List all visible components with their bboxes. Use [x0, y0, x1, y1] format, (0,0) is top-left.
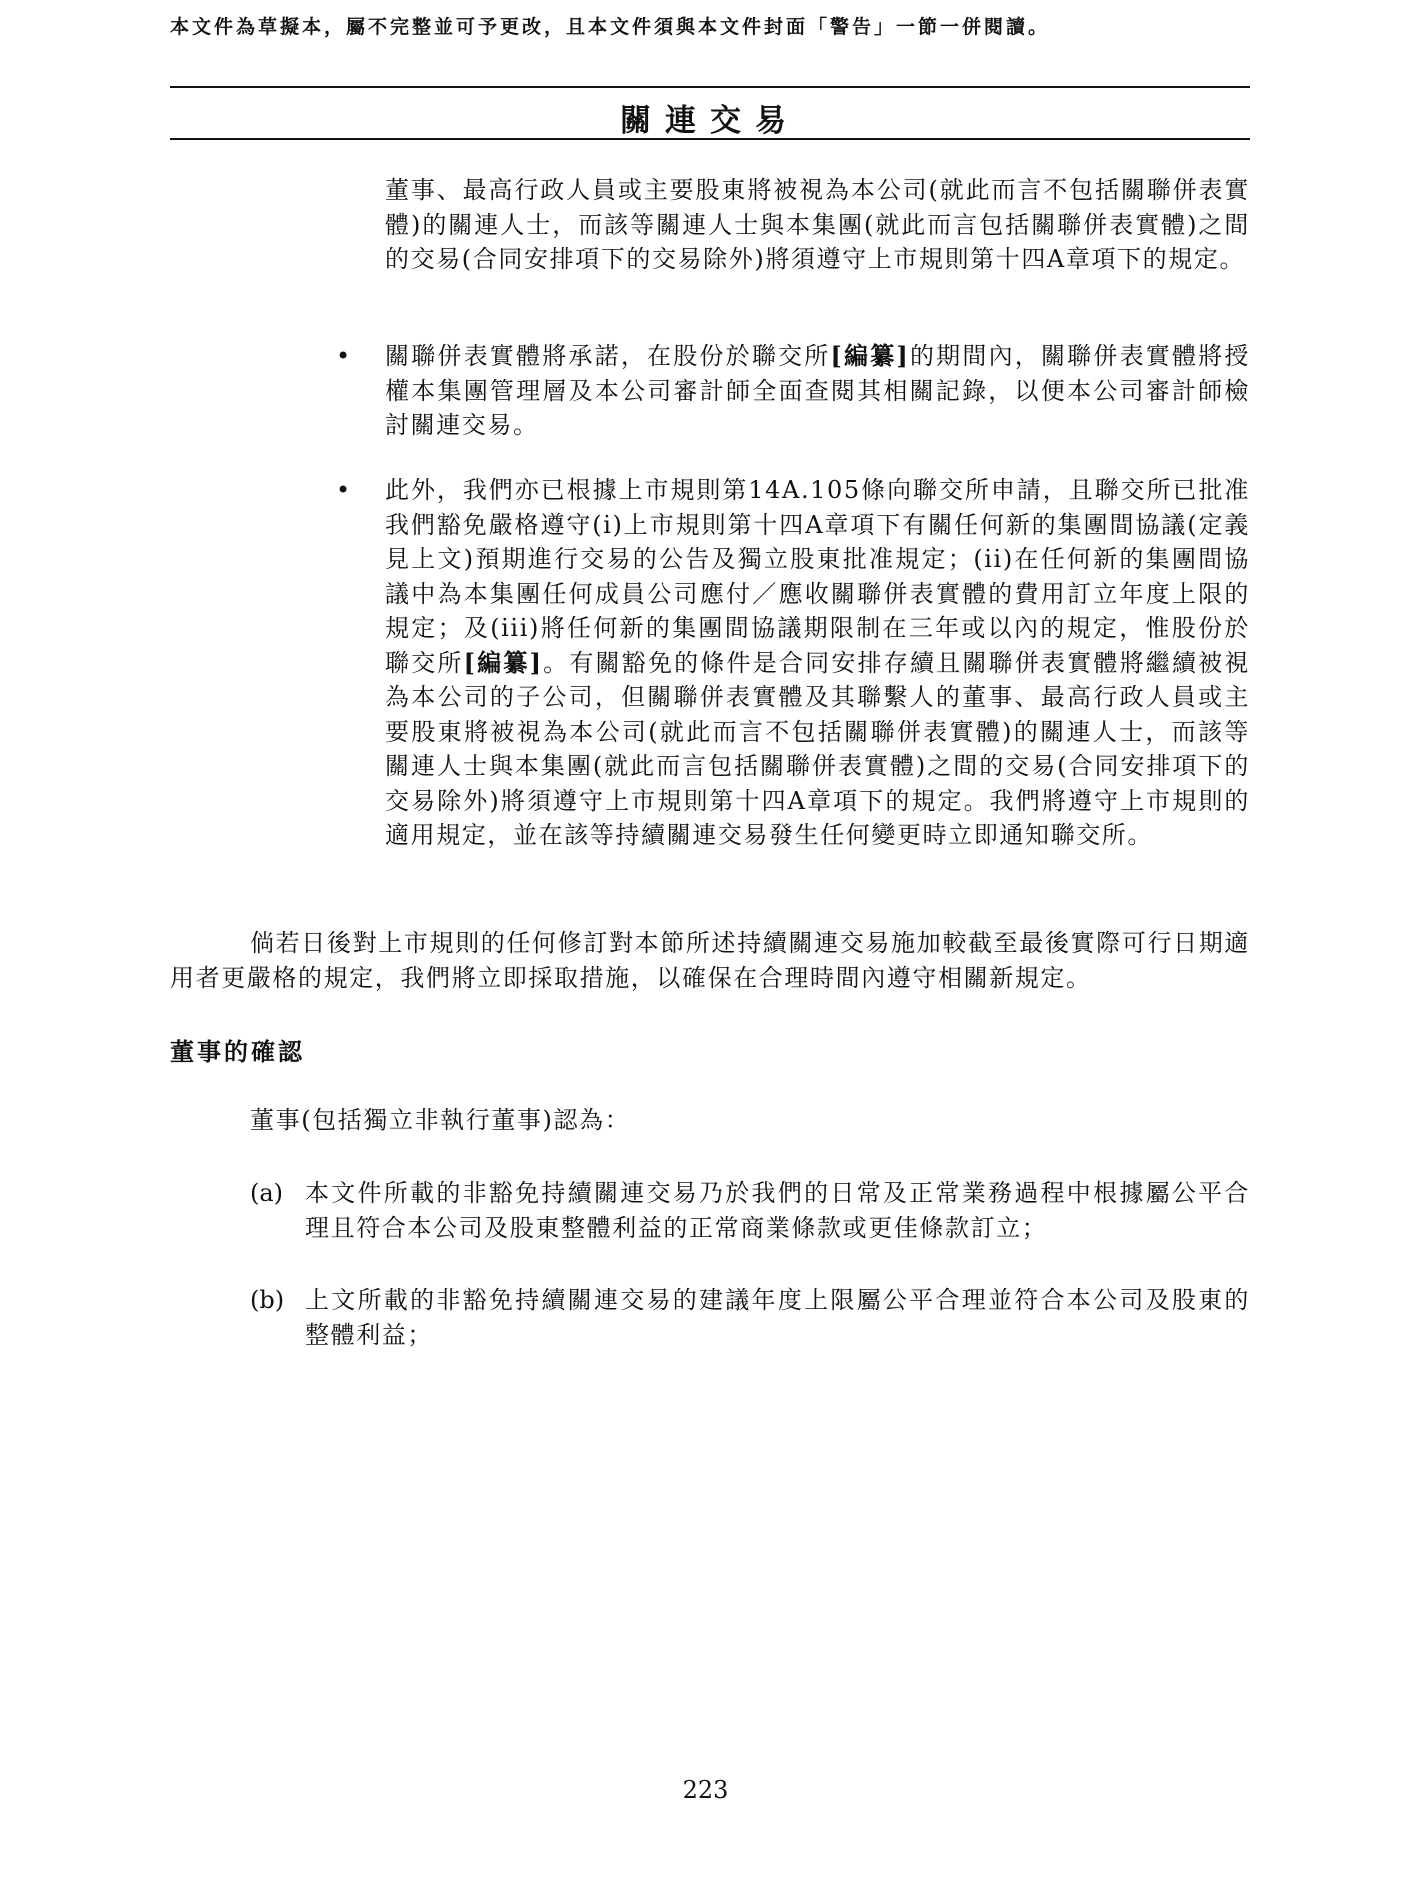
bullet-marker-2: •	[336, 476, 351, 504]
bullet-2-redacted-marker: [編纂]	[463, 647, 543, 677]
title-bottom-rule	[170, 138, 1250, 140]
item-b-marker: (b)	[250, 1286, 285, 1314]
bullet-paragraph-1	[385, 339, 1250, 443]
item-b-text: 上文所載的非豁免持續關連交易的建議年度上限屬公平合理並符合本公司及股東的整體利益；	[305, 1286, 1250, 1349]
directors-confirmation-intro: 董事(包括獨立非執行董事)認為：	[250, 1106, 631, 1134]
continuation-paragraph: 董事、最高行政人員或主要股東將被視為本公司(就此而言不包括關聯併表實體)的關連人士，而該等關連人士與本集團(就此而言包括關聯併表實體)之間的交易(合同安排項下的交易除外)將須遵守上市規則第十四A章項下的規定。	[385, 176, 1250, 273]
bullet-2-text-before: 此外，我們亦已根據上市規則第14A.105條向聯交所申請，且聯交所已批准我們豁免嚴格遵守(i)上市規則第十四A章項下有關任何新的集團間協議(定義見上文)預期進行交易的公告及獨立股東批准規定；(ii)在任何新的集團間協議中為本集團任何成員公司應付／應收關聯併表實體的費用訂立年度上限的規定；及(iii)將任何新的集團間協議期限制在三年或以內的規定，惟股份於聯交所	[385, 476, 1250, 677]
directors-confirmation-heading: 董事的確認	[170, 1037, 305, 1066]
bullet-1-text-before: 關聯併表實體將承諾，在股份於聯交所	[385, 342, 831, 370]
bullet-marker-1: •	[336, 342, 351, 370]
bullet-1-redacted-marker: [編纂]	[830, 341, 910, 370]
item-a-marker: (a)	[250, 1179, 284, 1207]
bullet-1-text-after: 的期間內，關聯併表實體將授權本集團管理層及本公司審計師全面查閱其相關記錄，以便本公司審計師檢討關連交易。	[385, 342, 1250, 439]
title-top-rule	[170, 86, 1250, 88]
amendment-paragraph: 倘若日後對上市規則的任何修訂對本節所述持續關連交易施加較截至最後實際可行日期適用者更嚴格的規定，我們將立即採取措施，以確保在合理時間內遵守相關新規定。	[170, 929, 1250, 992]
section-title: 關連交易	[620, 103, 800, 139]
page-number: 223	[682, 1776, 729, 1804]
draft-warning-notice: 本文件為草擬本，屬不完整並可予更改，且本文件須與本文件封面「警告」一節一併閱讀。	[170, 16, 1051, 38]
item-a-text: 本文件所載的非豁免持續關連交易乃於我們的日常及正常業務過程中根據屬公平合理且符合本公司及股東整體利益的正常商業條款或更佳條款訂立；	[305, 1179, 1250, 1242]
bullet-paragraph-2	[385, 473, 1250, 853]
bullet-2-text-after: 。有關豁免的條件是合同安排存續且關聯併表實體將繼續被視為本公司的子公司，但關聯併表實體及其聯繫人的董事、最高行政人員或主要股東將被視為本公司(就此而言不包括關聯併表實體)的關連人士，而該等關連人士與本集團(就此而言包括關聯併表實體)之間的交易(合同安排項下的交易除外)將須遵守上市規則第十四A章項下的規定。我們將遵守上市規則的適用規定，並在該等持續關連交易發生任何變更時立即通知聯交所。	[385, 648, 1250, 849]
